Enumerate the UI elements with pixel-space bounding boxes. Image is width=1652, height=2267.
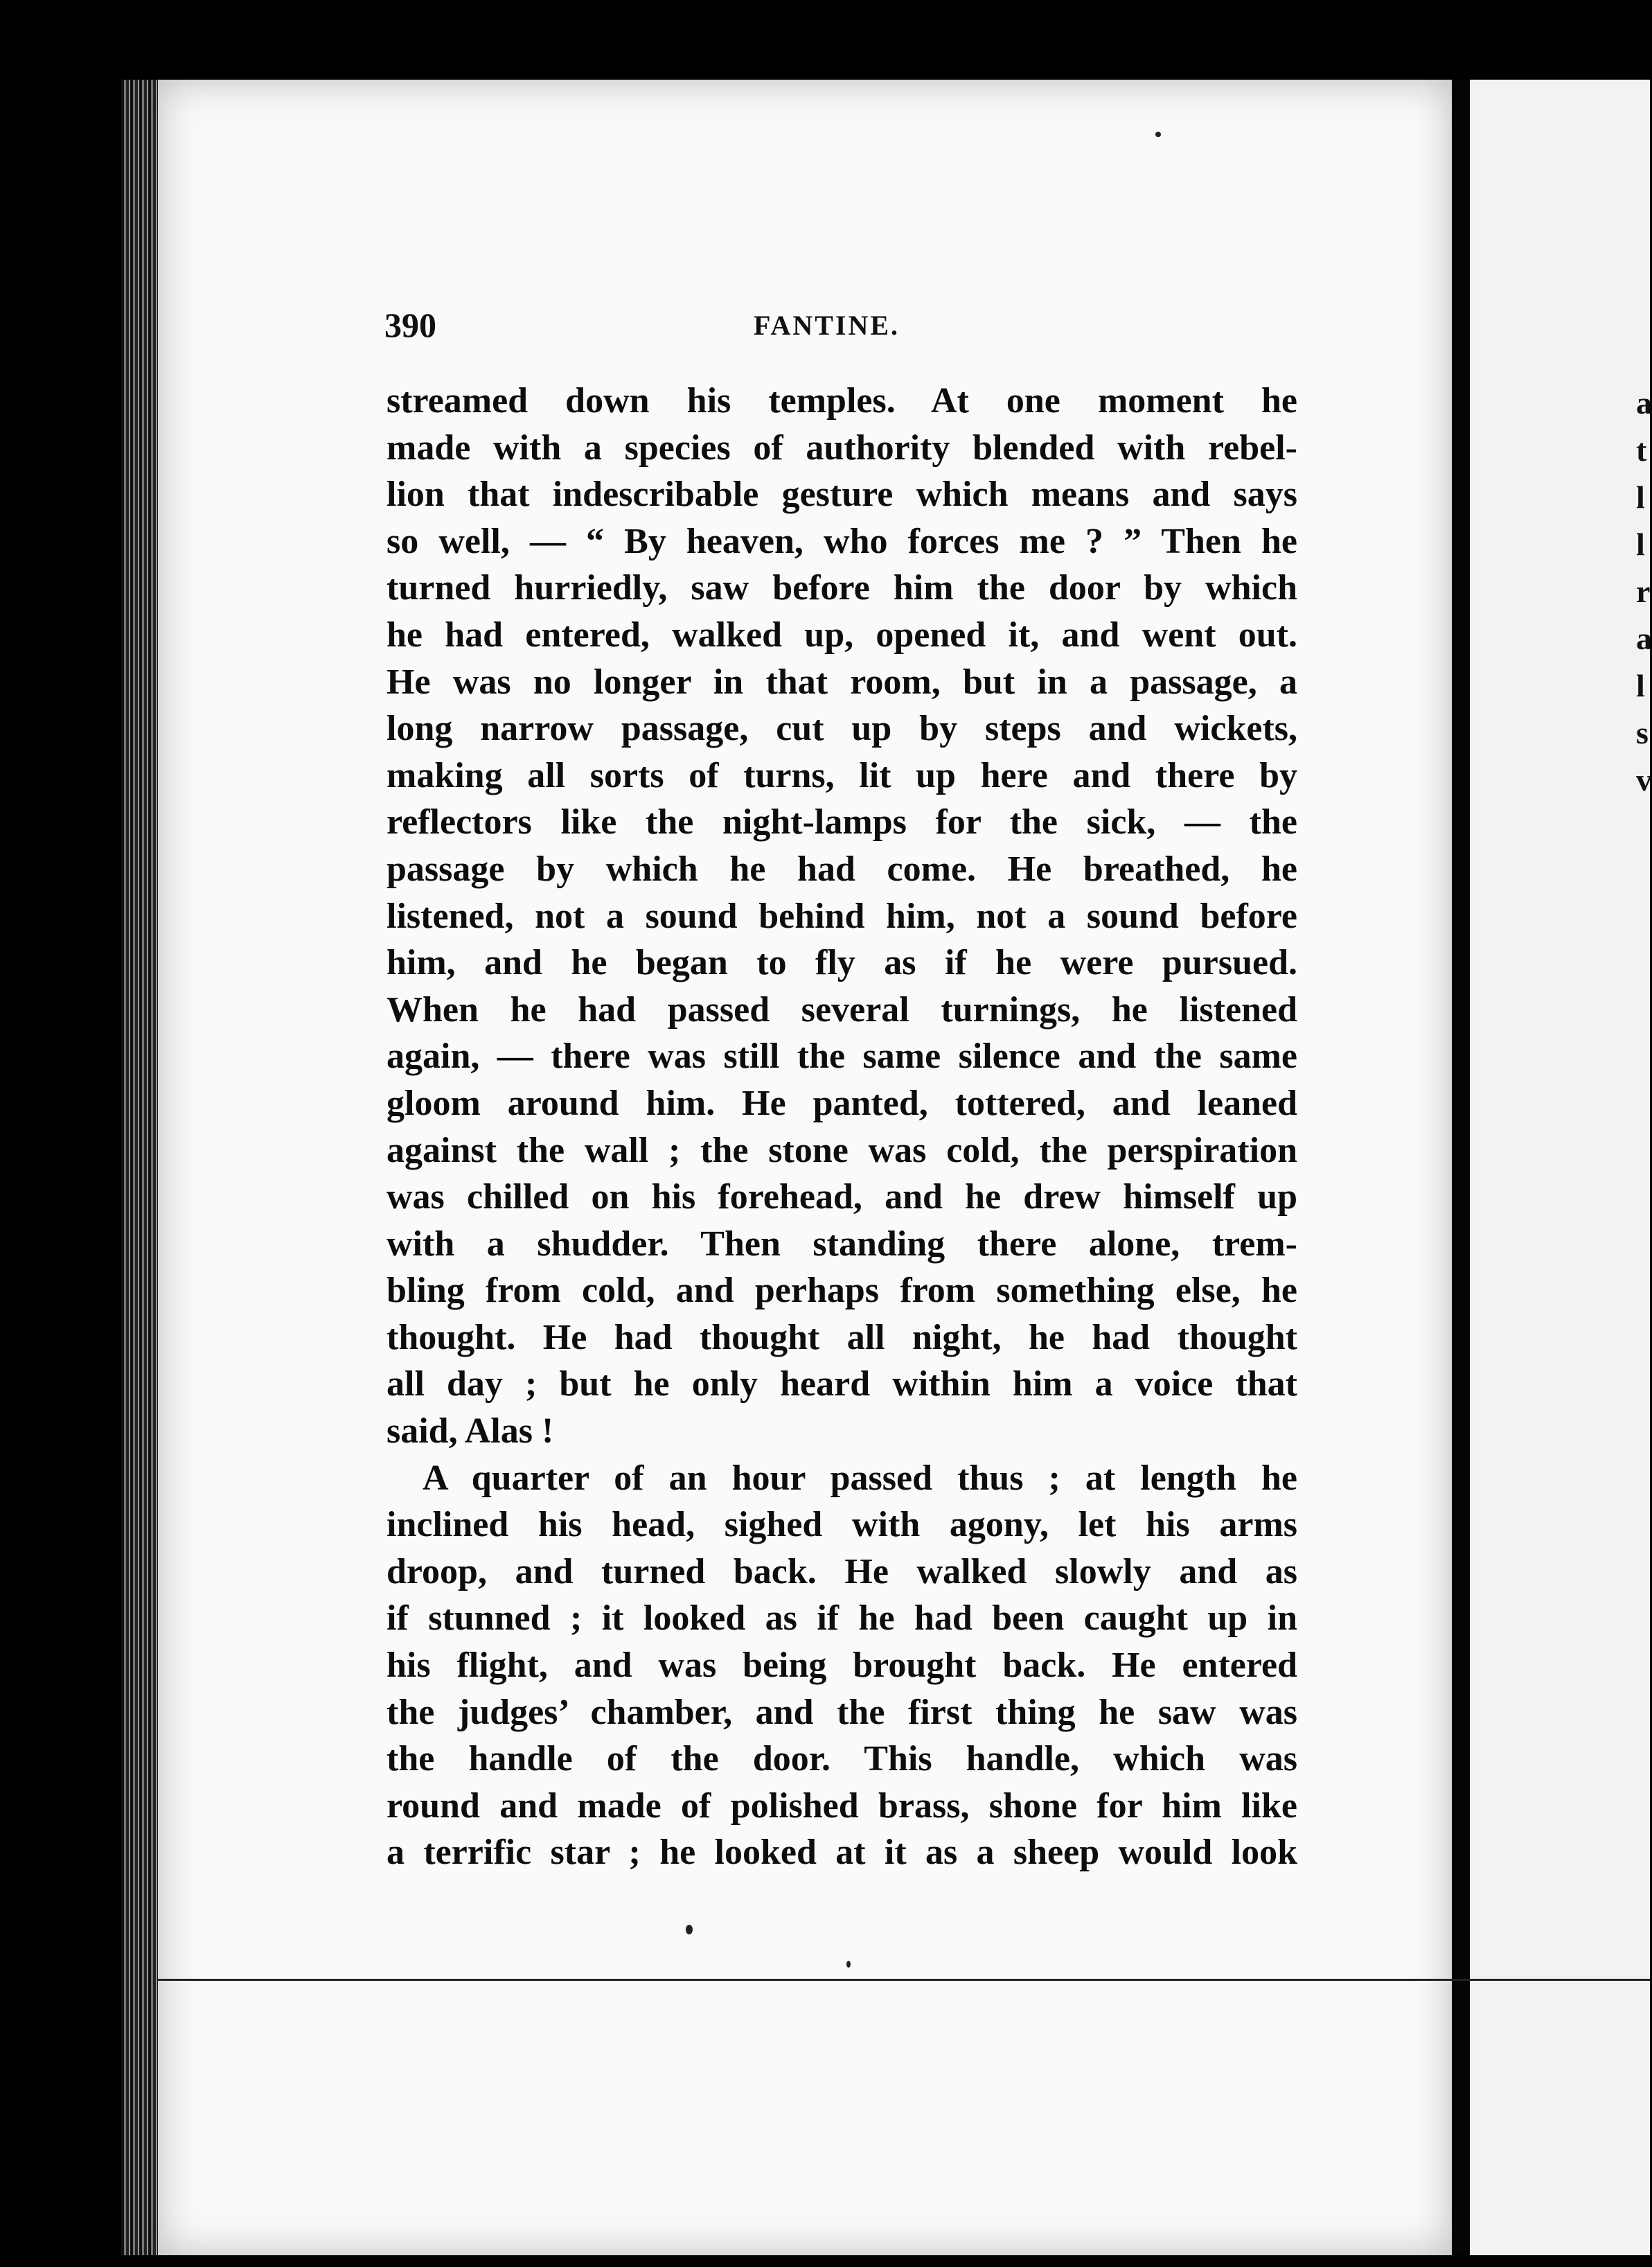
ink-speck bbox=[846, 1961, 851, 1968]
text-line: streamed down his temples. At one moment he bbox=[387, 381, 1297, 421]
text-line: gloom around him. He panted, tottered, and leaned bbox=[387, 1083, 1297, 1123]
text-line: bling from cold, and perhaps from something else, he bbox=[387, 1271, 1297, 1311]
text-line: round and made of polished brass, shone for him like bbox=[387, 1785, 1297, 1826]
text-line: made with a species of authority blended with rebel- bbox=[387, 427, 1297, 468]
page-number: 390 bbox=[384, 306, 436, 344]
text-line: inclined his head, sighed with agony, let his arms bbox=[387, 1505, 1297, 1545]
bottom-rule bbox=[158, 1979, 1650, 1981]
text-line: so well, — “ By heaven, who forces me ? ” Then he bbox=[387, 521, 1297, 561]
facing-letter: l bbox=[1636, 479, 1645, 515]
text-line: a terrific star ; he looked at it as a sheep would look bbox=[387, 1833, 1297, 1873]
text-line: He was no longer in that room, but in a passage, a bbox=[387, 662, 1297, 702]
text-line: turned hurriedly, saw before him the door by which bbox=[387, 568, 1297, 608]
text-line: his flight, and was being brought back. He entered bbox=[387, 1646, 1297, 1686]
facing-letter: t bbox=[1636, 432, 1647, 468]
text-line: When he had passed several turnings, he listened bbox=[387, 989, 1297, 1030]
text-line: passage by which he had come. He breathed, he bbox=[387, 849, 1297, 889]
facing-letter: s bbox=[1636, 715, 1649, 750]
facing-letter: l bbox=[1636, 668, 1645, 703]
text-line: the judges’ chamber, and the first thing he saw was bbox=[387, 1692, 1297, 1732]
text-line: listened, not a sound behind him, not a sound before bbox=[387, 896, 1297, 936]
running-title: FANTINE. bbox=[754, 310, 900, 341]
text-line: making all sorts of turns, lit up here and there by bbox=[387, 755, 1297, 795]
paragraph-start-line: A quarter of an hour passed thus ; at length he bbox=[423, 1458, 1297, 1498]
facing-letter: a bbox=[1636, 621, 1652, 656]
ink-speck bbox=[1155, 132, 1161, 137]
facing-page-edge-text bbox=[1636, 380, 1650, 804]
text-line: long narrow passage, cut up by steps and wickets, bbox=[387, 709, 1297, 749]
text-line: lion that indescribable gesture which means and says bbox=[387, 475, 1297, 515]
facing-letter: r bbox=[1636, 574, 1651, 609]
text-line: droop, and turned back. He walked slowly and as bbox=[387, 1551, 1297, 1591]
facing-page bbox=[1470, 80, 1650, 2255]
text-line: with a shudder. Then standing there alone, trem- bbox=[387, 1224, 1297, 1264]
text-line: again, — there was still the same silence and the same bbox=[387, 1037, 1297, 1077]
text-line: all day ; but he only heard within him a voice that bbox=[387, 1364, 1297, 1404]
text-line: against the wall ; the stone was cold, the perspiration bbox=[387, 1130, 1297, 1170]
text-line: if stunned ; it looked as if he had been caught up in bbox=[387, 1598, 1297, 1639]
body-text bbox=[387, 378, 1297, 1876]
text-line: reflectors like the night-lamps for the sick, — the bbox=[387, 802, 1297, 843]
ink-speck bbox=[686, 1925, 693, 1934]
facing-letter: a bbox=[1636, 385, 1652, 421]
paragraph-end-line: said, Alas ! bbox=[387, 1411, 554, 1452]
text-line: thought. He had thought all night, he had thought bbox=[387, 1317, 1297, 1357]
facing-letter: v bbox=[1636, 762, 1652, 797]
text-line: was chilled on his forehead, and he drew himself up bbox=[387, 1177, 1297, 1217]
facing-letter: l bbox=[1636, 527, 1645, 562]
book-gutter bbox=[1452, 80, 1470, 2255]
text-line: him, and he began to fly as if he were pursued. bbox=[387, 943, 1297, 983]
text-line: he had entered, walked up, opened it, and went out. bbox=[387, 615, 1297, 655]
text-line: the handle of the door. This handle, which was bbox=[387, 1739, 1297, 1779]
page-header bbox=[384, 305, 1299, 346]
book-page-edges bbox=[121, 80, 159, 2255]
